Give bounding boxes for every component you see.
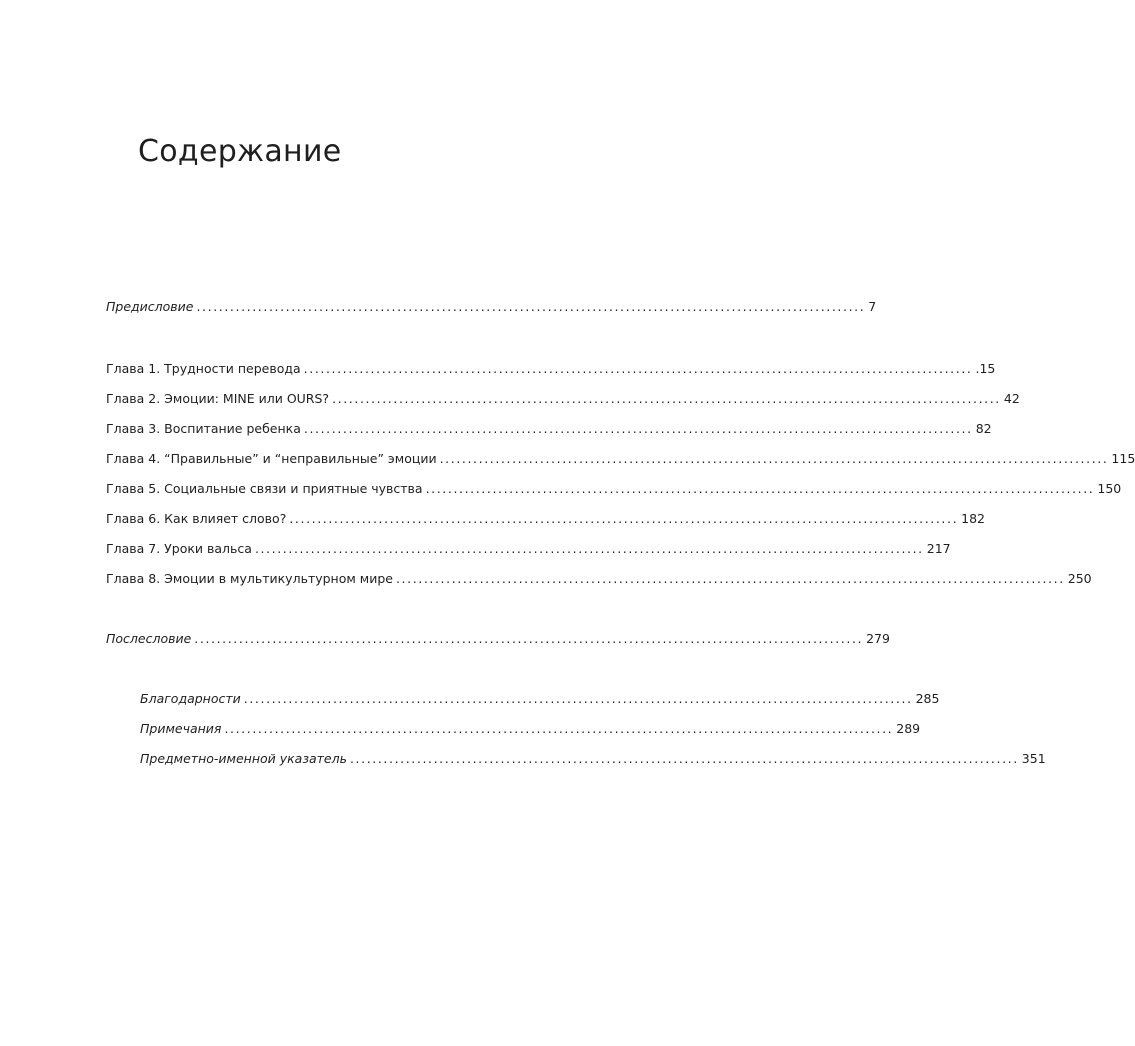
toc-entry-page: 285 — [915, 691, 940, 706]
toc-entry-label: Примечания — [140, 721, 222, 736]
toc-entry-chapter-6 — [106, 509, 986, 529]
toc-entry-label: Предисловие — [106, 299, 194, 314]
toc-entry-label: Глава 3. Воспитание ребенка — [106, 421, 301, 436]
toc-entry-page: 7 — [868, 299, 877, 314]
toc-entry-label: Глава 5. Социальные связи и приятные чувства — [106, 481, 423, 496]
toc-entry-preface — [106, 297, 877, 317]
toc-entry-label: Глава 7. Уроки вальса — [106, 541, 252, 556]
toc-entry-index — [140, 749, 1046, 769]
toc-entry-page: .15 — [975, 361, 996, 376]
toc-leader-dots: ........................................................................................................................ — [349, 751, 1019, 766]
toc-entry-page: 217 — [926, 541, 951, 556]
toc-entry-label: Глава 4. “Правильные” и “неправильные” эмоции — [106, 451, 437, 466]
toc-leader-dots: ........................................................................................................................ — [303, 361, 973, 376]
toc-entry-page: 351 — [1021, 751, 1046, 766]
toc-leader-dots: ........................................................................................................................ — [289, 511, 959, 526]
toc-entry-page: 289 — [896, 721, 921, 736]
toc-leader-dots: ........................................................................................................................ — [332, 391, 1001, 406]
toc-entry-chapter-1 — [106, 359, 996, 379]
toc-entry-chapter-2 — [106, 389, 1020, 409]
toc-entry-label: Благодарности — [140, 691, 241, 706]
toc-leader-dots: ........................................................................................................................ — [303, 421, 973, 436]
toc-leader-dots: ........................................................................................................................ — [194, 631, 864, 646]
toc-leader-dots: ........................................................................................................................ — [196, 299, 866, 314]
toc-leader-dots: ........................................................................................................................ — [224, 721, 894, 736]
toc-entry-chapter-8 — [106, 569, 1092, 589]
toc-entry-chapter-7 — [106, 539, 951, 559]
page-title: Содержание — [138, 134, 342, 170]
toc-entry-page: 42 — [1003, 391, 1020, 406]
toc-entry-label: Послесловие — [106, 631, 192, 646]
toc-entry-chapter-4 — [106, 449, 1135, 469]
toc-entry-page: 250 — [1067, 571, 1092, 586]
toc-entry-label: Глава 6. Как влияет слово? — [106, 511, 287, 526]
toc-leader-dots: ........................................................................................................................ — [425, 481, 1095, 496]
toc-leader-dots: ........................................................................................................................ — [243, 691, 913, 706]
toc-entry-afterword — [106, 629, 890, 649]
toc-entry-page: 115 — [1111, 451, 1135, 466]
toc-entry-label: Предметно-именной указатель — [140, 751, 347, 766]
toc-entry-page: 82 — [975, 421, 992, 436]
toc-entry-acknowledgements — [140, 689, 940, 709]
toc-entry-notes — [140, 719, 921, 739]
toc-entry-page: 150 — [1097, 481, 1122, 496]
toc-entry-page: 279 — [866, 631, 890, 646]
toc-entry-chapter-3 — [106, 419, 992, 439]
toc-leader-dots: ........................................................................................................................ — [254, 541, 924, 556]
toc-entry-label: Глава 1. Трудности перевода — [106, 361, 301, 376]
toc-entry-chapter-5 — [106, 479, 1122, 499]
toc-leader-dots: ........................................................................................................................ — [439, 451, 1109, 466]
toc-leader-dots: ........................................................................................................................ — [395, 571, 1065, 586]
toc-entry-label: Глава 2. Эмоции: MINE или OURS? — [106, 391, 330, 406]
toc-entry-page: 182 — [961, 511, 986, 526]
toc-entry-label: Глава 8. Эмоции в мультикультурном мире — [106, 571, 393, 586]
